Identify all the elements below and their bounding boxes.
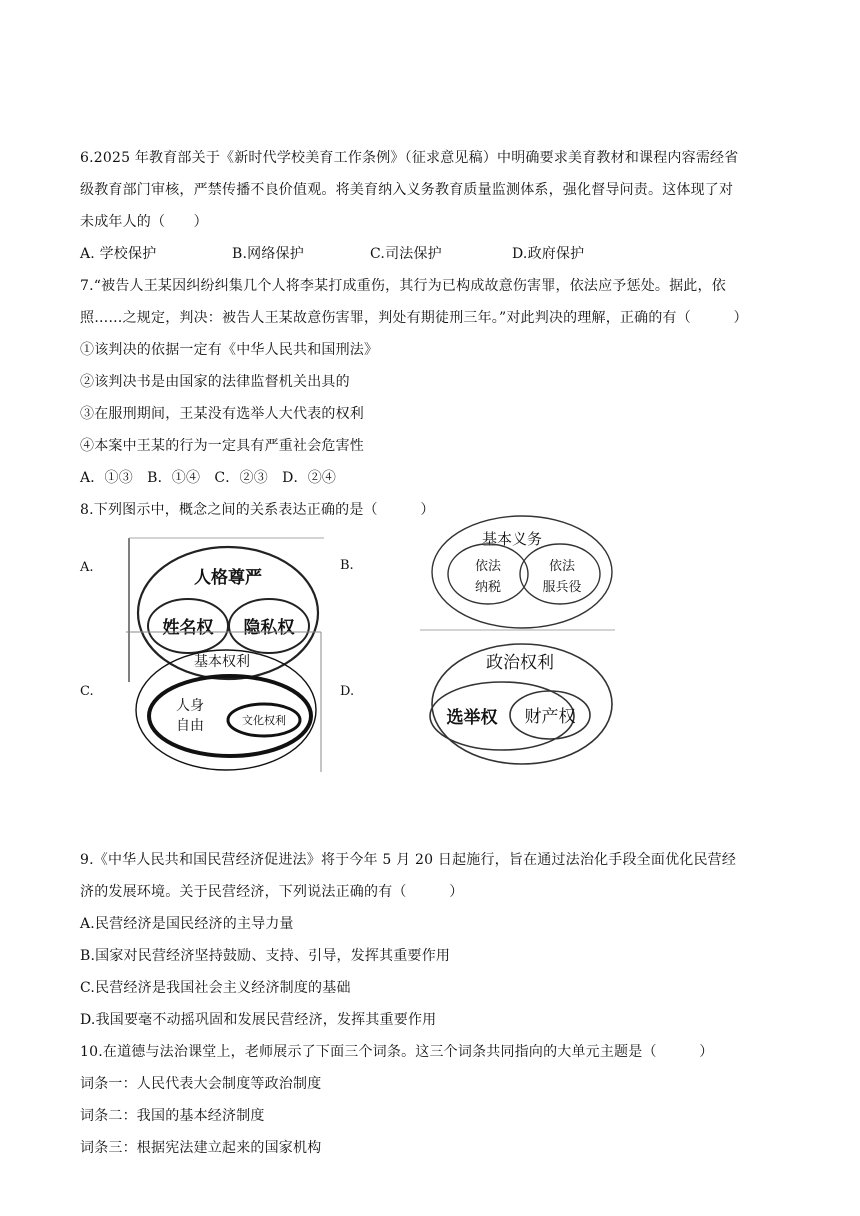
q8-stem: 8.下列图示中，概念之间的关系表达正确的是（ ） <box>80 502 435 518</box>
q7-item-2: ②该判决书是由国家的法律监督机关出具的 <box>80 374 350 390</box>
q6-stem-line1: 6.2025 年教育部关于《新时代学校美育工作条例》（征求意见稿）中明确要求美育教材和课程内容需经省 <box>80 150 739 166</box>
q9-option-b[interactable]: B.国家对民营经济坚持鼓励、支持、引导，发挥其重要作用 <box>80 948 451 964</box>
q7-stem-line2: 照……之规定，判决：被告人王某故意伤害罪，判处有期徒刑三年。”对此判决的理解，正确的有（ ） <box>80 310 748 326</box>
q6-option-b[interactable]: B.网络保护 <box>232 246 304 262</box>
diagram-b-left-line1: 依法 <box>474 559 502 574</box>
q9-stem-line2: 济的发展环境。关于民营经济，下列说法正确的有（ ） <box>80 884 464 900</box>
q9-option-c[interactable]: C.民营经济是我国社会主义经济制度的基础 <box>80 980 351 996</box>
q10-item-3: 词条三：根据宪法建立起来的国家机构 <box>80 1140 322 1156</box>
diagram-a-right-label: 隐私权 <box>243 618 295 638</box>
q7-item-4: ④本案中王某的行为一定具有严重社会危害性 <box>80 438 364 454</box>
diagram-c-middle-line2: 自由 <box>176 718 204 734</box>
diagram-a-left-label: 姓名权 <box>162 618 214 638</box>
diagram-b-right-line1: 依法 <box>548 559 576 574</box>
diagram-a-outer-label: 人格尊严 <box>194 568 262 588</box>
diagram-c-inner-label: 文化权利 <box>242 714 286 727</box>
q10-stem: 10.在道德与法治课堂上，老师展示了下面三个词条。这三个词条共同指向的大单元主题是（ ） <box>80 1044 714 1060</box>
diagram-b-left-line2: 纳税 <box>474 580 502 595</box>
q9-option-a[interactable]: A.民营经济是国民经济的主导力量 <box>80 916 294 932</box>
q6-stem-line3: 未成年人的（ ） <box>80 214 208 230</box>
q8-option-d-letter[interactable]: D. <box>340 684 355 699</box>
q6-option-c[interactable]: C.司法保护 <box>370 246 442 262</box>
q8-option-b-letter[interactable]: B. <box>340 558 354 573</box>
q10-item-2: 词条二：我国的基本经济制度 <box>80 1108 265 1124</box>
diagram-b-outer-label: 基本义务 <box>481 530 543 548</box>
diagram-d-outer-label: 政治权利 <box>486 653 554 673</box>
diagram-c-outer-label: 基本权利 <box>194 654 250 670</box>
q6-stem-line2: 级教育部门审核，严禁传播不良价值观。将美育纳入义务教育质量监测体系，强化督导问责。这体现了对 <box>80 182 734 198</box>
q7-item-1: ①该判决的依据一定有《中华人民共和国刑法》 <box>80 342 379 358</box>
q8-diagram-d <box>420 632 620 772</box>
q6-option-a[interactable]: A. 学校保护 <box>80 246 157 262</box>
q10-item-1: 词条一：人民代表大会制度等政治制度 <box>80 1076 322 1092</box>
q6-option-d[interactable]: D.政府保护 <box>512 246 585 262</box>
q8-diagram-b <box>420 486 620 632</box>
q9-stem-line1: 9.《中华人民共和国民营经济促进法》将于今年 5 月 20 日起施行，旨在通过法治化手段全面优化民营经 <box>80 852 737 868</box>
q7-options[interactable]: A．①③ B．①④ C．②③ D．②④ <box>80 470 337 486</box>
diagram-c-middle-line1: 人身 <box>176 698 204 714</box>
q9-option-d[interactable]: D.我国要毫不动摇巩固和发展民营经济，发挥其重要作用 <box>80 1012 437 1028</box>
q7-item-3: ③在服刑期间，王某没有选举人大代表的权利 <box>80 406 364 422</box>
q8-option-a-letter[interactable]: A. <box>80 560 94 575</box>
q7-stem-line1: 7.“被告人王某因纠纷纠集几个人将李某打成重伤，其行为已构成故意伤害罪，依法应予惩处。据此，依 <box>80 278 726 294</box>
q8-option-c-letter[interactable]: C. <box>80 684 94 699</box>
diagram-d-left-label: 选举权 <box>446 708 498 728</box>
diagram-d-right-label: 财产权 <box>524 707 576 727</box>
diagram-b-right-line2: 服兵役 <box>542 580 582 595</box>
q8-diagram-c <box>126 630 326 774</box>
